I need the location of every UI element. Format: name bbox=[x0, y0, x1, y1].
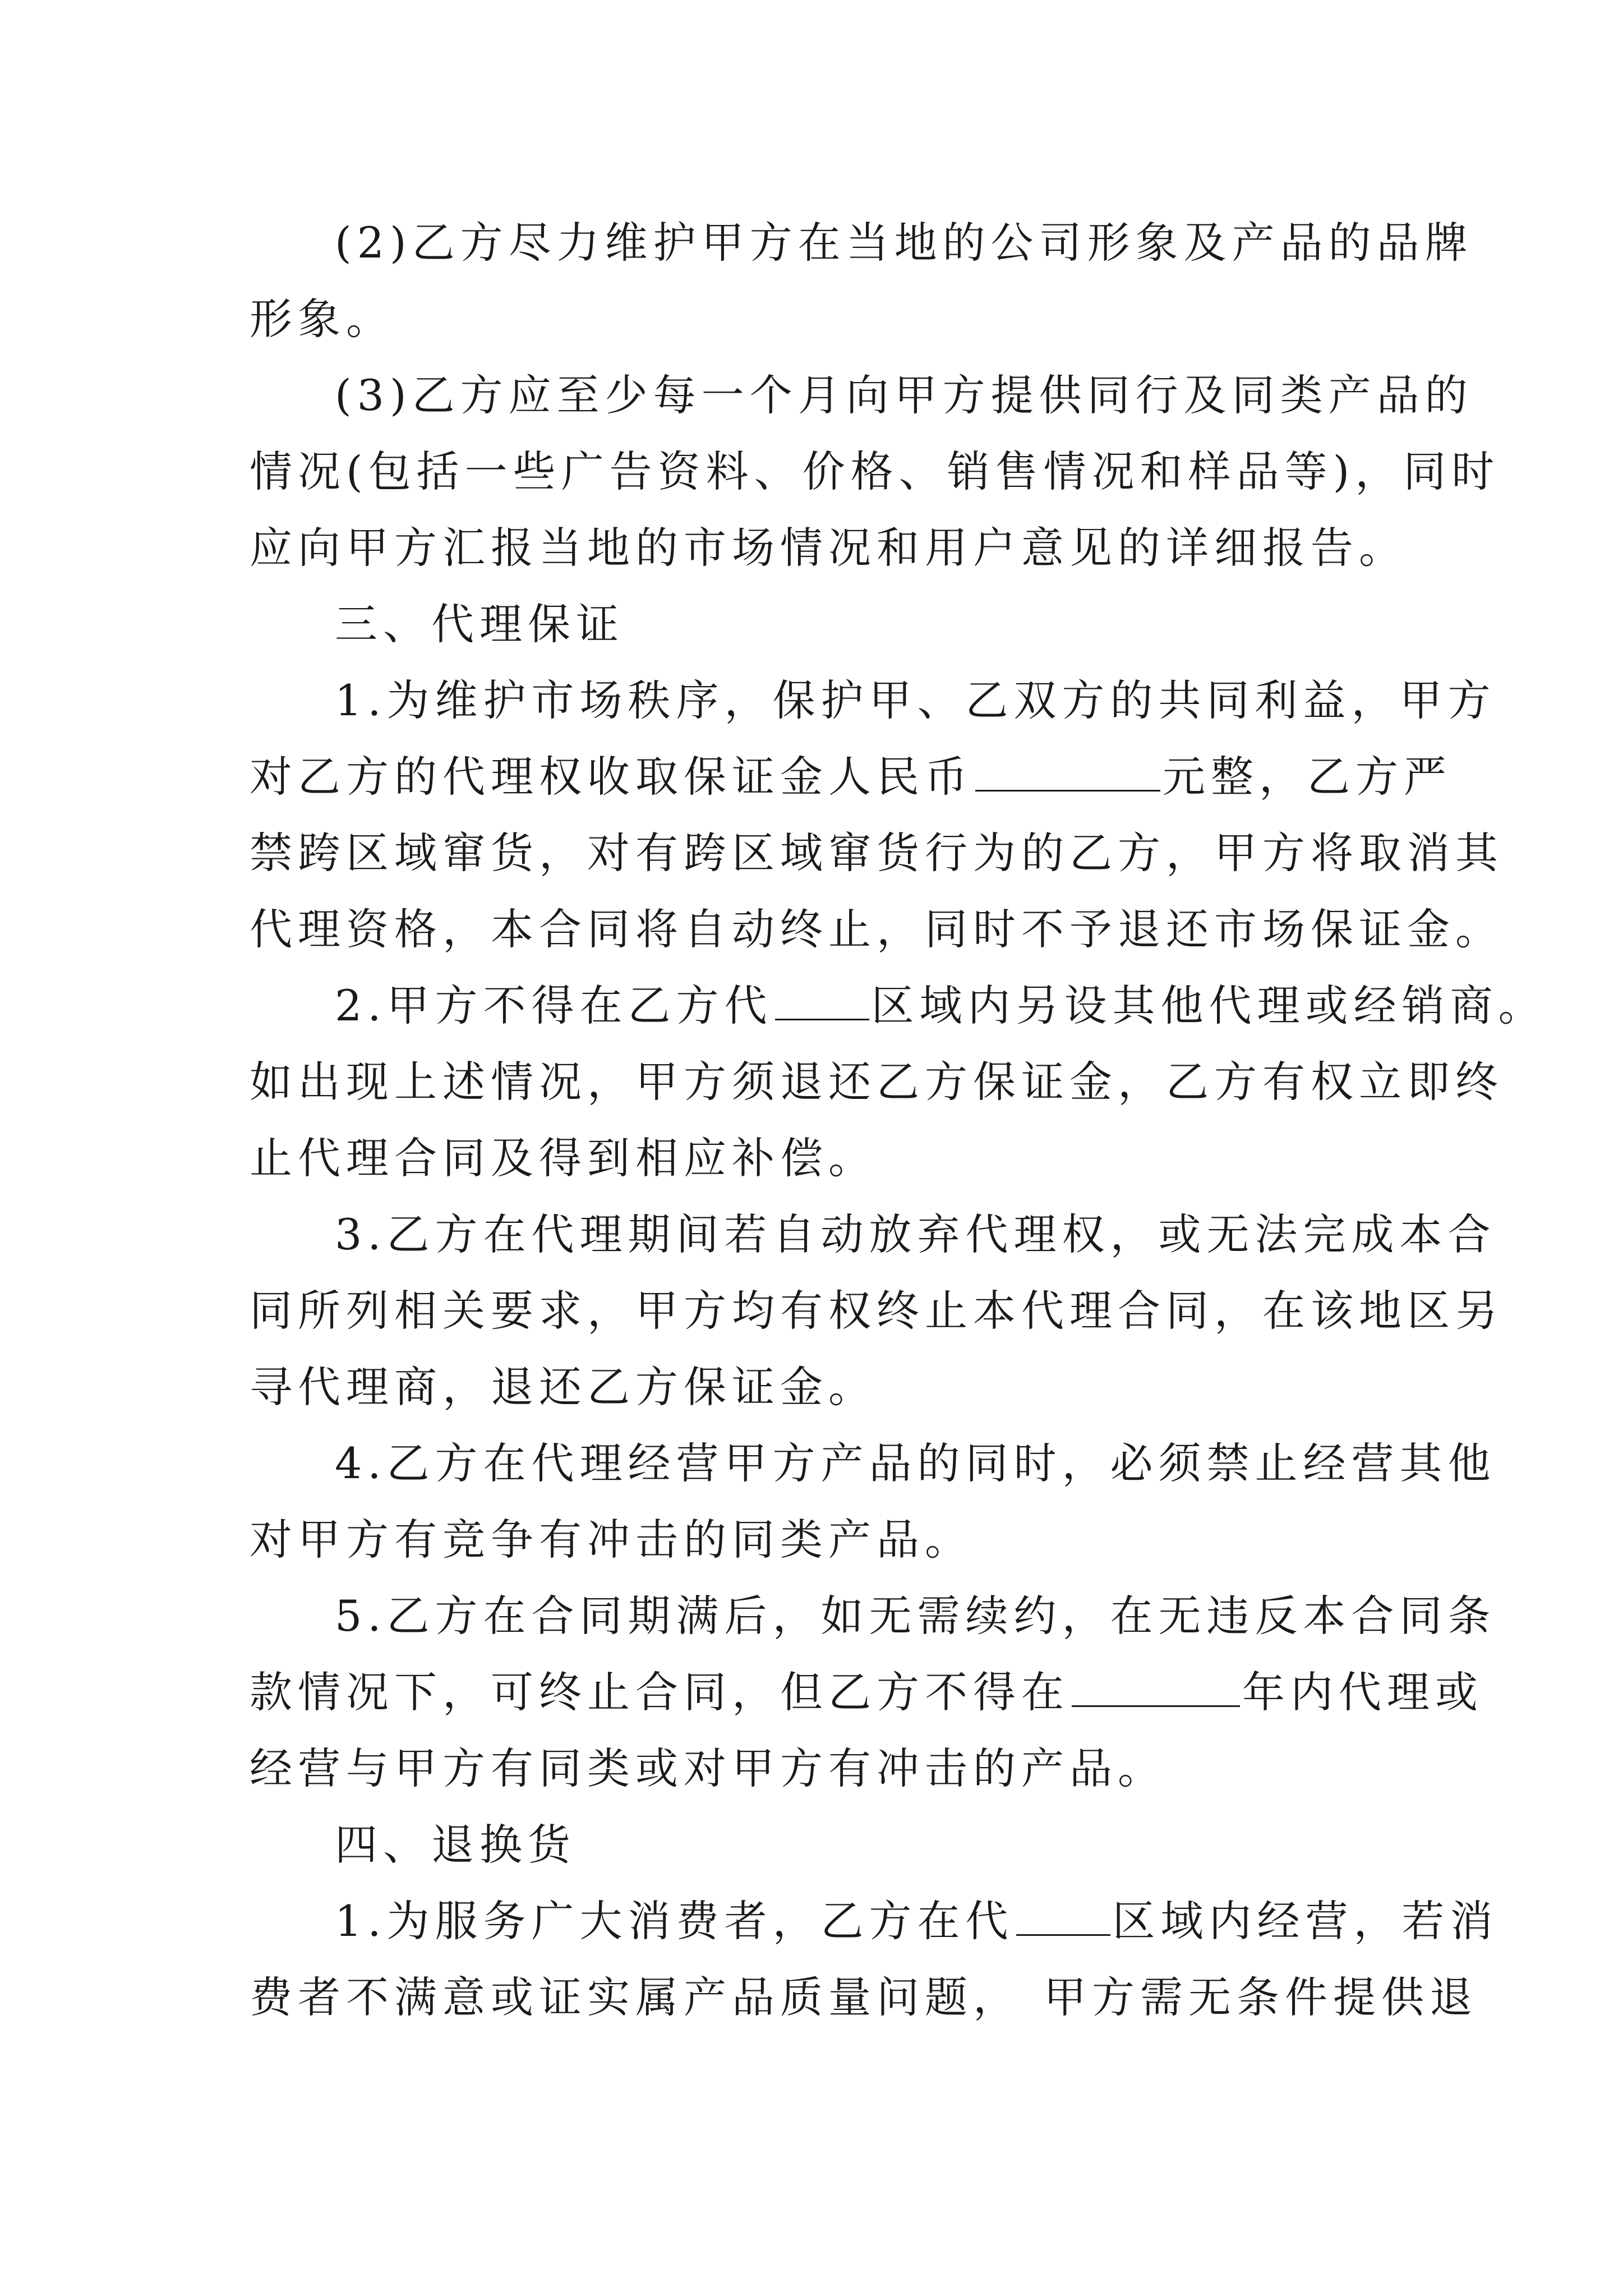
text-segment: 寻代理商，退还乙方保证金。 bbox=[250, 1362, 877, 1412]
paragraph-line bbox=[250, 1654, 1483, 1731]
paragraph-line bbox=[250, 662, 1496, 739]
section-heading-text: 四、退换货 bbox=[335, 1820, 576, 1870]
text-segment: 代理资格，本合同将自动终止，同时不予退还市场保证金。 bbox=[250, 904, 1504, 954]
paragraph-line bbox=[250, 510, 1407, 586]
section-heading-text: 三、代理保证 bbox=[335, 599, 624, 649]
document-body bbox=[250, 205, 1547, 2036]
text-segment: 区域内另设其他代理或经销商。 bbox=[871, 981, 1547, 1030]
text-segment: 对乙方的代理权收取保证金人民币 bbox=[250, 752, 973, 802]
text-segment: 止代理合同及得到相应补偿。 bbox=[250, 1133, 877, 1183]
paragraph-line bbox=[250, 1197, 1496, 1273]
paragraph-line bbox=[250, 434, 1500, 510]
paragraph-line bbox=[250, 1959, 1478, 2036]
section-heading bbox=[250, 586, 1382, 662]
text-segment: 1.为服务广大消费者，乙方在代 bbox=[335, 1896, 1014, 1946]
text-segment: 形象。 bbox=[250, 294, 394, 344]
paragraph-line bbox=[250, 357, 1473, 434]
text-segment: (2)乙方尽力维护甲方在当地的公司形象及产品的品牌 bbox=[335, 218, 1473, 268]
text-segment: 情况(包括一些广告资料、价格、销售情况和样品等)，同时 bbox=[250, 447, 1500, 496]
paragraph-line bbox=[250, 968, 1547, 1044]
text-segment: (3)乙方应至少每一个月向甲方提供同行及同类产品的 bbox=[335, 370, 1473, 420]
paragraph-line bbox=[250, 1120, 1382, 1197]
paragraph-line bbox=[250, 1578, 1496, 1654]
text-segment: 如出现上述情况，甲方须退还乙方保证金，乙方有权立即终 bbox=[250, 1057, 1504, 1107]
paragraph-line bbox=[250, 205, 1473, 281]
paragraph-line bbox=[250, 281, 1382, 357]
text-segment: 应向甲方汇报当地的市场情况和用户意见的详细报告。 bbox=[250, 523, 1407, 573]
text-segment: 区域内经营，若消 bbox=[1112, 1896, 1498, 1946]
text-segment: 元整，乙方严 bbox=[1163, 752, 1452, 802]
paragraph-line bbox=[250, 1273, 1504, 1349]
text-segment: 禁跨区域窜货，对有跨区域窜货行为的乙方，甲方将取消其 bbox=[250, 828, 1504, 878]
paragraph-line bbox=[250, 739, 1452, 815]
section-heading bbox=[250, 1807, 1382, 1883]
text-segment: 5.乙方在合同期满后，如无需续约，在无违反本合同条 bbox=[335, 1591, 1496, 1641]
text-segment: 经营与甲方有同类或对甲方有冲击的产品。 bbox=[250, 1743, 1166, 1793]
text-segment: 款情况下，可终止合同，但乙方不得在 bbox=[250, 1667, 1069, 1717]
text-segment: 甲方需无条件提供退 bbox=[1044, 1972, 1478, 2022]
fill-in-blank bbox=[1072, 1665, 1240, 1707]
text-segment: 同所列相关要求，甲方均有权终止本代理合同，在该地区另 bbox=[250, 1286, 1504, 1336]
paragraph-line bbox=[250, 1349, 1382, 1425]
paragraph-line bbox=[250, 1883, 1498, 1959]
paragraph-line bbox=[250, 815, 1504, 891]
text-segment: 年内代理或 bbox=[1242, 1667, 1483, 1717]
fill-in-blank bbox=[975, 749, 1160, 792]
text-segment: 费者不满意或证实属产品质量问题， bbox=[250, 1972, 1021, 2022]
paragraph-line bbox=[250, 891, 1504, 968]
paragraph-line bbox=[250, 1044, 1504, 1120]
fill-in-blank bbox=[775, 978, 869, 1020]
text-segment: 2.甲方不得在乙方代 bbox=[335, 981, 773, 1030]
text-segment: 3.乙方在代理期间若自动放弃代理权，或无法完成本合 bbox=[335, 1209, 1496, 1259]
text-segment: 1.为维护市场秩序，保护甲、乙双方的共同利益，甲方 bbox=[335, 675, 1496, 725]
text-segment: 对甲方有竞争有冲击的同类产品。 bbox=[250, 1515, 973, 1565]
paragraph-line bbox=[250, 1502, 1382, 1578]
fill-in-blank bbox=[1016, 1894, 1110, 1936]
paragraph-line bbox=[250, 1425, 1496, 1502]
paragraph-line bbox=[250, 1731, 1382, 1807]
text-segment: 4.乙方在代理经营甲方产品的同时，必须禁止经营其他 bbox=[335, 1438, 1496, 1488]
